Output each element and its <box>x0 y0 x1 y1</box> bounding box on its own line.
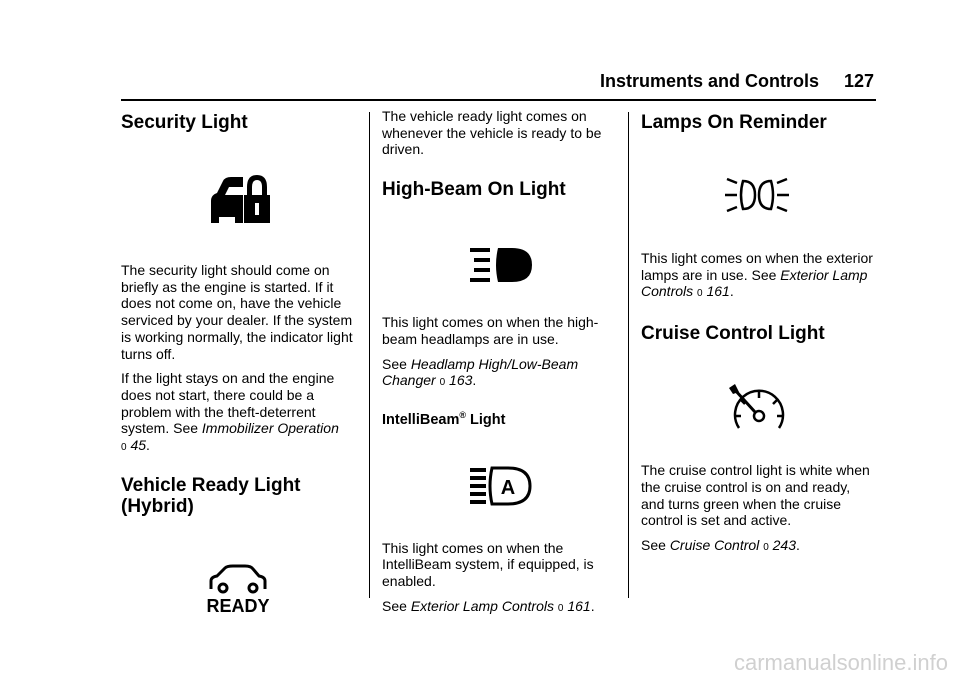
page-ref-number[interactable]: 45 <box>130 437 147 454</box>
lamps-on-heading: Lamps On Reminder <box>641 112 827 133</box>
xref-cruise-control-link[interactable]: Cruise Control <box>669 536 760 553</box>
security-light-heading: Security Light <box>121 112 248 133</box>
text: Light <box>466 411 506 428</box>
cruise-paragraph-2 <box>641 537 873 557</box>
high-beam-icon-area <box>382 200 614 310</box>
watermark: carmanualsonline.info <box>733 650 948 675</box>
registered-mark: ® <box>459 409 466 420</box>
text: If the light stays on and the engine does not start, there could be a problem with the theft-deterrent system. See <box>121 370 335 437</box>
text: . <box>729 283 734 300</box>
page-ref-number[interactable]: 163 <box>449 372 473 389</box>
exterior-lamps-icon <box>725 175 789 215</box>
xref-exterior-lamp-link[interactable]: Exterior Lamp Controls <box>641 266 868 300</box>
intellibeam-icon-area <box>382 428 614 540</box>
cruise-paragraph-1: The cruise control light is white when the cruise control is on and ready, and turns green when the cruise control is set and active. <box>641 462 870 529</box>
text: . <box>146 437 150 454</box>
column-1 <box>121 108 353 617</box>
high-beam-heading: High-Beam On Light <box>382 179 566 201</box>
text: . <box>590 597 595 614</box>
heading-line: Vehicle Ready Light <box>121 474 301 496</box>
xref-immobilizer-link[interactable]: Immobilizer Operation <box>201 420 339 437</box>
cruise-control-heading: Cruise Control Light <box>641 323 825 345</box>
speedometer-icon <box>727 384 791 434</box>
ready-icon-label: READY <box>206 595 270 615</box>
high-beam-paragraph-2 <box>382 356 614 392</box>
page-ref-number[interactable]: 161 <box>567 597 591 614</box>
lamps-icon-area <box>641 133 873 245</box>
intellibeam-paragraph-1: This light comes on when the IntelliBeam system, if equipped, is enabled. <box>382 539 594 590</box>
text: See <box>382 597 411 614</box>
page-number: 127 <box>843 71 874 91</box>
security-icon-area <box>121 133 353 239</box>
security-lock-icon <box>209 173 271 225</box>
lamps-paragraph <box>641 250 873 303</box>
ready-icon-area <box>121 517 353 617</box>
intellibeam-icon-letter: A <box>500 476 516 499</box>
page-ref-symbol: 0 <box>697 288 703 300</box>
vehicle-ready-heading <box>121 475 353 517</box>
page-ref-symbol: 0 <box>439 377 446 389</box>
intellibeam-paragraph-2 <box>382 598 614 618</box>
page-ref-symbol: 0 <box>557 602 564 614</box>
page-ref-number[interactable]: 243 <box>772 536 796 553</box>
section-title: Instruments and Controls <box>600 71 820 91</box>
xref-headlamp-link[interactable]: Headlamp High/Low-Beam Changer <box>382 355 579 389</box>
page-header <box>600 71 876 97</box>
ready-car-icon <box>205 563 271 615</box>
page-ref-number[interactable]: 161 <box>706 283 730 300</box>
text: This light comes on when the exterior lamps are in use. See <box>641 250 873 283</box>
text: See <box>641 536 670 553</box>
page-ref-symbol: 0 <box>121 442 127 454</box>
header-rule <box>121 99 876 101</box>
text: . <box>472 372 477 389</box>
text: See <box>382 355 411 372</box>
column-2 <box>382 108 614 618</box>
security-paragraph-1: The security light should come on briefly as the engine is started. If it does not come on, have the vehicle serviced by your dealer. If the system is working normally, the indicator light turns off. <box>121 262 353 362</box>
ready-paragraph: The vehicle ready light comes on whenever the vehicle is ready to be driven. <box>382 108 602 158</box>
text: . <box>796 536 800 553</box>
column-divider <box>628 112 629 598</box>
high-beam-icon <box>468 246 534 286</box>
column-3 <box>641 108 873 557</box>
page-ref-symbol: 0 <box>763 541 769 553</box>
text: IntelliBeam <box>382 411 460 428</box>
intellibeam-icon <box>468 466 534 508</box>
high-beam-paragraph-1: This light comes on when the high-beam headlamps are in use. <box>382 314 599 347</box>
heading-line: (Hybrid) <box>121 495 194 517</box>
column-divider <box>369 112 370 598</box>
cruise-icon-area <box>641 344 873 462</box>
xref-exterior-lamp-link[interactable]: Exterior Lamp Controls <box>410 597 554 614</box>
intellibeam-heading <box>382 410 614 428</box>
security-paragraph-2 <box>121 370 353 457</box>
